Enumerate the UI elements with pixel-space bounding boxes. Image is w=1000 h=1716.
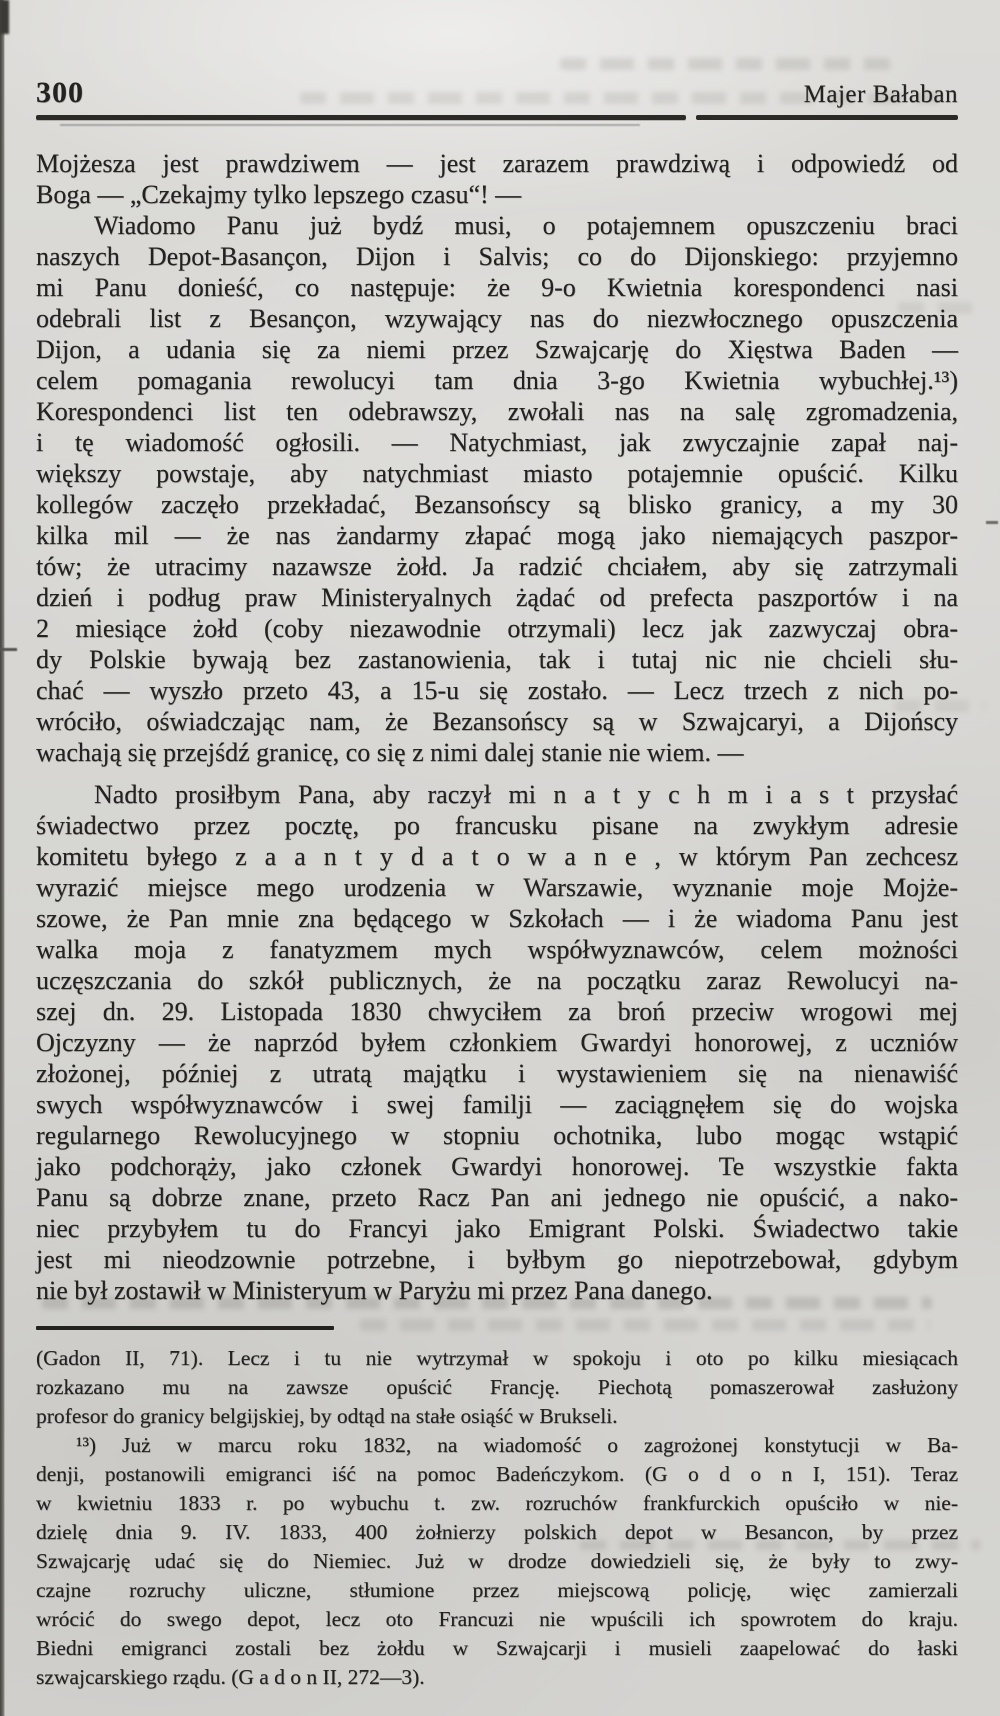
scan-edge-shadow — [0, 0, 5, 1716]
text-line: swych współwyznawców i swej familji — zaciągnęłem się do wojska — [36, 1090, 958, 1119]
text-line: większy powstaje, aby natychmiast miasto potajemnie opuścić. Kilku — [36, 459, 958, 488]
paragraph — [36, 148, 958, 210]
text-line: chać — wyszło przeto 43, a 15-u się zostało. — Lecz trzech z nich po- — [36, 676, 958, 705]
scan-corner-blotch — [0, 0, 9, 34]
text-line: szowe, że Pan mnie zna będącego w Szkołach — i że wiadoma Panu jest — [36, 904, 958, 933]
text-line: profesor do granicy belgijskiej, by odtąd na stałe osiąść w Brukseli. — [36, 1404, 618, 1428]
paragraph — [36, 1344, 958, 1431]
header-rule-segment — [36, 115, 686, 120]
text-line: Ojczyzny — że naprzód byłem członkiem Gwardyi honorowej, z uczniów — [36, 1028, 958, 1057]
header-rule — [36, 115, 958, 121]
text-line: wrócić do swego depot, lecz oto Francuzi nie wpuścili ich spowrotem do kraju. — [36, 1607, 958, 1631]
text-line: 2 miesiące żołd (coby niezawodnie otrzymali) lecz jak zazwyczaj obra- — [36, 614, 958, 643]
text-line: regularnego Rewolucyjnego w stopniu ochotnika, lubo mogąc wstąpić — [36, 1121, 958, 1150]
text-line: Boga — „Czekajmy tylko lepszego czasu“! — — [36, 180, 522, 209]
text-line: dzielę dnia 9. IV. 1833, 400 żołnierzy polskich depot w Besancon, by przez — [36, 1520, 958, 1544]
text-line: walka moja z fanatyzmem mych współwyznawców, celem możności — [36, 935, 958, 964]
text-line: Szwajcarję udać się do Niemiec. Już w drodze dowiedzieli się, że były to zwy- — [36, 1549, 958, 1573]
text-line: odebrali list z Besançon, wzywający nas do niezwłocznego opuszczenia — [36, 304, 958, 333]
scan-margin-mark — [986, 521, 998, 524]
text-line: szwajcarskiego rządu. (G a d o n II, 272—3). — [36, 1665, 425, 1689]
paragraph — [36, 779, 958, 1306]
text-line: złożonej, później z utratą majątku i wystawieniem się na nienawiść — [36, 1059, 958, 1088]
paragraph — [36, 210, 958, 768]
bleed-through-smudge — [360, 1319, 930, 1331]
text-line: tów; że utracimy nazawsze żołd. Ja radzić chciałem, aby się zatrzymali — [36, 552, 958, 581]
text-line: kollegów zaczęło przekładać, Bezansońscy są blisko granicy, a my 30 — [36, 490, 958, 519]
header-rule-segment — [696, 115, 958, 120]
text-line: wachają się przejśdź granicę, co się z nimi dalej stanie nie wiem. — — [36, 738, 744, 767]
header-rule-echo — [60, 124, 640, 126]
text-line: jako podchorąży, jako członek Gwardyi honorowej. Te wszystkie fakta — [36, 1152, 958, 1181]
text-line: wróciło, oświadczając nam, że Bezansońscy są w Szwajcaryi, a Dijońscy — [36, 707, 958, 736]
text-line: kilka mil — że nas żandarmy złapać mogą jako niemających paszpor- — [36, 521, 958, 550]
text-line: ¹³) Już w marcu roku 1832, na wiadomość o zagrożonej konstytucji w Ba- — [76, 1433, 958, 1457]
text-line: komitetu byłego z a a n t y d a t o w a n e , w którym Pan zechcesz — [36, 842, 958, 871]
text-line: niec przybyłem tu do Francyi jako Emigrant Polski. Świadectwo takie — [36, 1214, 958, 1243]
text-line: (Gadon II, 71). Lecz i tu nie wytrzymał w spokoju i oto po kilku miesiącach — [36, 1346, 958, 1370]
text-line: Dijon, a udania się za niemi przez Szwajcarję do Xięstwa Baden — — [36, 335, 958, 364]
text-line: dy Polskie bywają bez zastanowienia, tak i tutaj nic nie chcieli słu- — [36, 645, 958, 674]
text-line: Korespondenci list ten odebrawszy, zwołali nas na salę zgromadzenia, — [36, 397, 958, 426]
footnotes — [36, 1344, 958, 1692]
paragraph — [36, 1431, 958, 1692]
text-line: i tę wiadomość ogłosili. — Natychmiast, jak zwyczajnie zapał naj- — [36, 428, 958, 457]
running-title: Majer Bałaban — [803, 81, 958, 108]
text-line: w kwietniu 1833 r. po wybuchu t. zw. rozruchów frankfurckich opuściło w nie- — [36, 1491, 958, 1515]
text-line: szej dn. 29. Listopada 1830 chwyciłem za broń przeciw wrogowi mej — [36, 997, 958, 1026]
text-line: dzień i podług praw Ministeryalnych żądać od prefecta paszportów i na — [36, 583, 958, 612]
text-line: celem pomagania rewolucyi tam dnia 3-go Kwietnia wybuchłej.¹³) — [36, 366, 958, 395]
bleed-through-smudge — [560, 58, 890, 70]
text-line: Wiadomo Panu już bydź musi, o potajemnem opuszczeniu braci — [94, 211, 958, 240]
text-line: wyrazić miejsce mego urodzenia w Warszawie, wyznanie moje Mojże- — [36, 873, 958, 902]
footnote-separator-rule — [36, 1326, 334, 1330]
page-header — [36, 76, 958, 110]
page-number: 300 — [36, 76, 84, 109]
header-rule-gap — [686, 115, 696, 121]
text-line: Nadto prosiłbym Pana, aby raczył mi n a t y c h m i a s t przysłać — [94, 780, 958, 809]
text-line: Panu są dobrze znane, przeto Racz Pan ani jednego nie opuścić, a nako- — [36, 1183, 958, 1212]
text-line: jest mi nieodzownie potrzebne, i byłbym go niepotrzebował, gdybym — [36, 1245, 958, 1274]
text-line: uczęszczania do szkół publicznych, że na początku zaraz Rewolucyi na- — [36, 966, 958, 995]
text-line: nie był zostawił w Ministeryum w Paryżu mi przez Pana danego. — [36, 1276, 713, 1305]
text-line: Biedni emigranci zostali bez żołdu w Szwajcarji i musieli zaapelować do łaski — [36, 1636, 958, 1660]
text-line: rozkazano mu na zawsze opuścić Francję. Piechotą pomaszerował zasłużony — [36, 1375, 958, 1399]
letter-body-text — [36, 148, 958, 1306]
text-line: czajne rozruchy uliczne, stłumione przez miejscową policję, więc zamierzali — [36, 1578, 958, 1602]
text-line: świadectwo przez pocztę, po francusku pisane na zwykłym adresie — [36, 811, 958, 840]
text-line: Mojżesza jest prawdziwem — jest zarazem prawdziwą i odpowiedź od — [36, 149, 958, 178]
text-line: naszych Depot-Basançon, Dijon i Salvis; co do Dijonskiego: przyjemno — [36, 242, 958, 271]
text-line: denji, postanowili emigranci iść na pomoc Badeńczykom. (G o d o n I, 151). Teraz — [36, 1462, 958, 1486]
text-line: mi Panu donieść, co następuje: że 9-o Kwietnia korespondenci nasi — [36, 273, 958, 302]
scan-margin-mark — [0, 648, 17, 651]
